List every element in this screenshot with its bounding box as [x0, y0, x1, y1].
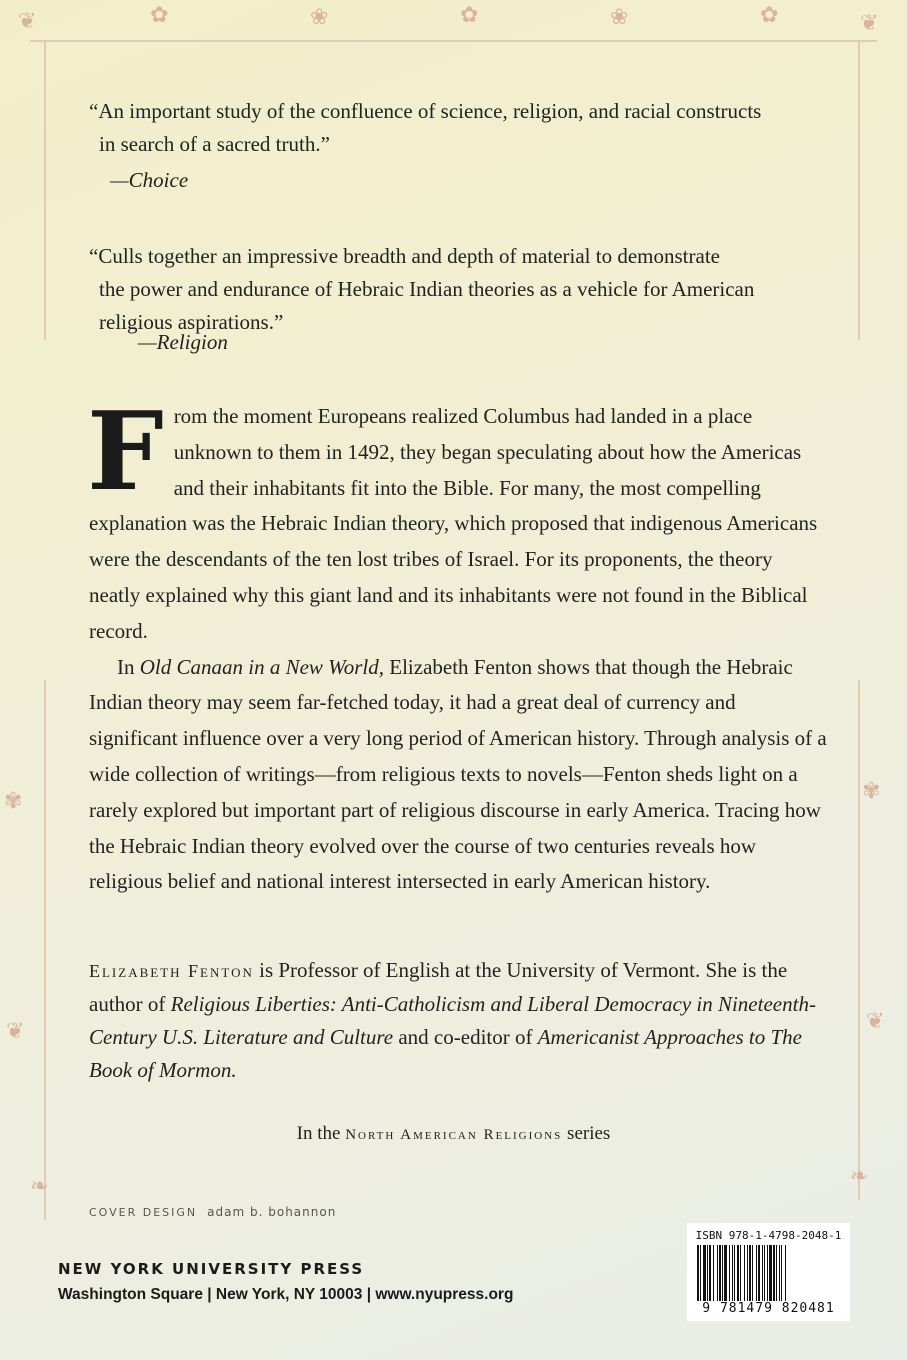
isbn-barcode	[687, 1223, 850, 1321]
author-bio	[89, 954, 829, 1087]
top-border-line	[30, 40, 877, 42]
bio-text: is Professor of English at the University of Vermont. She is the author of	[89, 958, 788, 1016]
quote-line: religious aspirations.”	[99, 310, 284, 334]
barcode-digits: 9 781479 820481	[702, 1301, 835, 1316]
paragraph-text: , Elizabeth Fenton shows that though the Hebraic Indian theory may seem far-fetched today, it had a great deal of currency and significant influence over a very long period of American history. Through analysis of a wide collection of writings—from religious texts to novels—Fenton sheds light on a rarely explored but important part of religious discourse in early America. Tracing how the Hebraic Indian theory evolved over the course of two centuries reveals how religious belief and national interest intersected in early American history.	[89, 654, 827, 894]
publisher-name: NEW YORK UNIVERSITY PRESS	[58, 1260, 365, 1278]
series-prefix: In the	[296, 1123, 346, 1144]
designer-name: adam b. bohannon	[207, 1205, 337, 1219]
cover-design-label: COVER DESIGN	[89, 1206, 198, 1219]
series-name: North American Religions	[345, 1127, 563, 1143]
series-suffix: series	[562, 1123, 611, 1144]
quote-line: in search of a sacred truth.”	[99, 132, 330, 156]
author-name: Elizabeth Fenton	[89, 961, 254, 981]
book-title: Old Canaan in a New World	[139, 654, 379, 679]
book-title: Religious Liberties: Anti-Catholicism and Liberal Democracy in Nineteenth-Century U.S. Literature and Culture	[89, 992, 816, 1049]
quote-line: “An important study of the confluence of science, religion, and racial constructs	[89, 99, 762, 123]
drop-cap: F	[87, 389, 164, 515]
review-quote-choice	[89, 95, 829, 161]
left-border-line-top	[44, 40, 46, 340]
flourish-ornament-icon: ❀	[310, 4, 329, 29]
flourish-ornament-icon: ❦	[866, 1008, 885, 1033]
description-paragraph-2	[89, 650, 829, 901]
flourish-ornament-icon: ✾	[4, 788, 23, 813]
quote-attribution: —Choice	[110, 168, 189, 192]
flourish-ornament-icon: ❀	[610, 4, 629, 29]
series-line	[0, 1123, 907, 1145]
quote-line: the power and endurance of Hebraic Indian theories as a vehicle for American	[99, 277, 755, 301]
cover-design-credit	[89, 1205, 336, 1219]
flourish-ornament-icon: ❧	[850, 1163, 869, 1188]
isbn-text: ISBN 978-1-4798-2048-1	[695, 1229, 842, 1242]
flourish-ornament-icon: ❦	[6, 1018, 25, 1043]
flourish-ornament-icon: ✿	[150, 2, 169, 27]
flourish-ornament-icon: ✾	[862, 778, 881, 803]
right-border-line-bottom	[858, 680, 860, 1200]
quote-attribution: —Religion	[138, 330, 228, 354]
book-title: Americanist Approaches to The Book of Mormon.	[89, 1025, 802, 1082]
review-quote-religion	[89, 240, 829, 339]
publisher-address: Washington Square | New York, NY 10003 | www.nyupress.org	[58, 1286, 514, 1303]
right-border-line-top	[858, 40, 860, 340]
flourish-ornament-icon: ✿	[460, 2, 479, 27]
quote-line: “Culls together an impressive breadth and depth of material to demonstrate	[89, 244, 720, 268]
paragraph-text: rom the moment Europeans realized Columbus had landed in a place unknown to them in 1492, they began speculating about how the Americas and their inhabitants fit into the Bible. For many, the most compelling explanation was the Hebraic Indian theory, which proposed that indigenous Americans were the descendants of the ten lost tribes of Israel. For its proponents, the theory neatly explained why this giant land and its inhabitants were not found in the Biblical record.	[89, 404, 818, 643]
barcode-bars	[697, 1245, 840, 1301]
flourish-ornament-icon: ❧	[30, 1173, 49, 1198]
bio-text: and co-editor of	[393, 1025, 538, 1049]
flourish-ornament-icon: ❦	[860, 10, 879, 35]
paragraph-text: In	[117, 654, 140, 679]
bio-paragraph	[89, 954, 829, 1087]
flourish-ornament-icon: ✿	[760, 2, 779, 27]
description-paragraph-1	[87, 389, 829, 650]
flourish-ornament-icon: ❦	[18, 8, 37, 33]
book-description	[87, 389, 829, 900]
